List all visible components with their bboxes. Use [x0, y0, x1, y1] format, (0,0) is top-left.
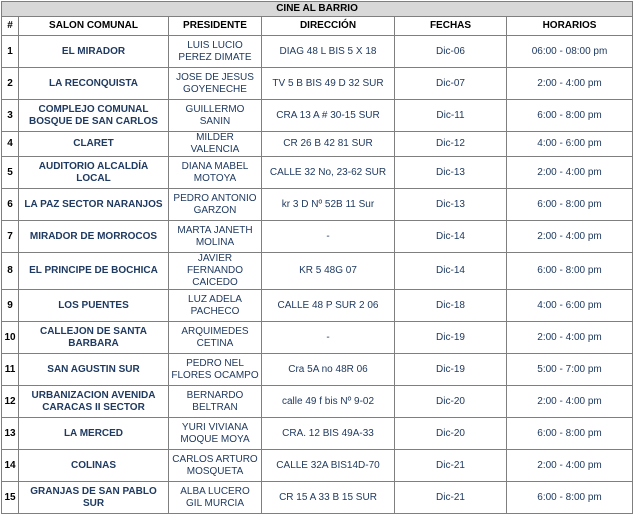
cell-num: 2	[2, 68, 19, 100]
cell-salon: EL MIRADOR	[19, 36, 169, 68]
cell-direccion: CRA. 12 BIS 49A-33	[262, 418, 395, 450]
cell-direccion: CR 15 A 33 B 15 SUR	[262, 482, 395, 514]
cell-fecha: Dic-21	[395, 450, 507, 482]
cell-presidente: BERNARDO BELTRAN	[169, 386, 262, 418]
cell-salon: COMPLEJO COMUNAL BOSQUE DE SAN CARLOS	[19, 100, 169, 132]
table-row	[2, 68, 633, 100]
cell-direccion: KR 5 48G 07	[262, 253, 395, 290]
cell-num: 1	[2, 36, 19, 68]
cell-presidente: YURI VIVIANA MOQUE MOYA	[169, 418, 262, 450]
header-presidente: PRESIDENTE	[169, 17, 262, 36]
cell-presidente: MARTA JANETH MOLINA	[169, 221, 262, 253]
cell-fecha: Dic-06	[395, 36, 507, 68]
cell-num: 9	[2, 290, 19, 322]
cell-presidente: PEDRO NEL FLORES OCAMPO	[169, 354, 262, 386]
cell-direccion: calle 49 f bis Nº 9-02	[262, 386, 395, 418]
cell-direccion: CALLE 48 P SUR 2 06	[262, 290, 395, 322]
table-row	[2, 157, 633, 189]
cell-salon: COLINAS	[19, 450, 169, 482]
header-num: #	[2, 17, 19, 36]
header-salon: SALON COMUNAL	[19, 17, 169, 36]
header-horarios: HORARIOS	[507, 17, 633, 36]
cell-presidente: LUIS LUCIO PEREZ DIMATE	[169, 36, 262, 68]
cell-presidente: LUZ ADELA PACHECO	[169, 290, 262, 322]
cell-num: 15	[2, 482, 19, 514]
cell-fecha: Dic-14	[395, 253, 507, 290]
cell-presidente: GUILLERMO SANIN	[169, 100, 262, 132]
cell-direccion: CRA 13 A # 30-15 SUR	[262, 100, 395, 132]
table-row	[2, 386, 633, 418]
table-row	[2, 100, 633, 132]
cell-presidente: MILDER VALENCIA	[169, 132, 262, 157]
cell-direccion: CALLE 32A BIS14D-70	[262, 450, 395, 482]
cell-horario: 2:00 - 4:00 pm	[507, 221, 633, 253]
table-row	[2, 253, 633, 290]
cell-direccion: -	[262, 221, 395, 253]
cell-horario: 2:00 - 4:00 pm	[507, 322, 633, 354]
cell-horario: 2:00 - 4:00 pm	[507, 157, 633, 189]
cell-num: 6	[2, 189, 19, 221]
cell-horario: 2:00 - 4:00 pm	[507, 450, 633, 482]
cell-num: 10	[2, 322, 19, 354]
header-fechas: FECHAS	[395, 17, 507, 36]
cell-fecha: Dic-20	[395, 418, 507, 450]
cell-num: 11	[2, 354, 19, 386]
cell-salon: LA MERCED	[19, 418, 169, 450]
cell-salon: CLARET	[19, 132, 169, 157]
cell-num: 7	[2, 221, 19, 253]
cell-horario: 4:00 - 6:00 pm	[507, 290, 633, 322]
cell-presidente: CARLOS ARTURO MOSQUETA	[169, 450, 262, 482]
cell-horario: 2:00 - 4:00 pm	[507, 386, 633, 418]
cell-direccion: kr 3 D Nº 52B 11 Sur	[262, 189, 395, 221]
cell-num: 4	[2, 132, 19, 157]
cell-presidente: DIANA MABEL MOTOYA	[169, 157, 262, 189]
cell-fecha: Dic-07	[395, 68, 507, 100]
table-row	[2, 189, 633, 221]
table-row	[2, 132, 633, 157]
cell-direccion: Cra 5A no 48R 06	[262, 354, 395, 386]
cell-presidente: JOSE DE JESUS GOYENECHE	[169, 68, 262, 100]
cell-salon: AUDITORIO ALCALDÍA LOCAL	[19, 157, 169, 189]
cell-fecha: Dic-13	[395, 157, 507, 189]
table-row	[2, 418, 633, 450]
cell-horario: 6:00 - 8:00 pm	[507, 253, 633, 290]
cell-fecha: Dic-13	[395, 189, 507, 221]
cell-num: 14	[2, 450, 19, 482]
cell-fecha: Dic-11	[395, 100, 507, 132]
cell-horario: 6:00 - 8:00 pm	[507, 482, 633, 514]
table-body	[2, 36, 633, 514]
cell-salon: SAN AGUSTIN SUR	[19, 354, 169, 386]
cell-salon: URBANIZACION AVENIDA CARACAS II SECTOR	[19, 386, 169, 418]
cell-horario: 06:00 - 08:00 pm	[507, 36, 633, 68]
schedule-table	[1, 1, 633, 514]
cell-fecha: Dic-20	[395, 386, 507, 418]
table-row	[2, 221, 633, 253]
cell-presidente: ARQUIMEDES CETINA	[169, 322, 262, 354]
cell-salon: LA PAZ SECTOR NARANJOS	[19, 189, 169, 221]
cell-num: 5	[2, 157, 19, 189]
cell-direccion: TV 5 B BIS 49 D 32 SUR	[262, 68, 395, 100]
table-row	[2, 450, 633, 482]
cell-presidente: ALBA LUCERO GIL MURCIA	[169, 482, 262, 514]
cell-fecha: Dic-21	[395, 482, 507, 514]
cell-horario: 5:00 - 7:00 pm	[507, 354, 633, 386]
cell-salon: LOS PUENTES	[19, 290, 169, 322]
cell-num: 12	[2, 386, 19, 418]
cell-presidente: JAVIER FERNANDO CAICEDO	[169, 253, 262, 290]
cell-horario: 4:00 - 6:00 pm	[507, 132, 633, 157]
cell-fecha: Dic-18	[395, 290, 507, 322]
cell-direccion: CR 26 B 42 81 SUR	[262, 132, 395, 157]
cell-salon: EL PRINCIPE DE BOCHICA	[19, 253, 169, 290]
cell-direccion: -	[262, 322, 395, 354]
cell-horario: 6:00 - 8:00 pm	[507, 189, 633, 221]
cell-salon: LA RECONQUISTA	[19, 68, 169, 100]
table-row	[2, 36, 633, 68]
header-direccion: DIRECCIÓN	[262, 17, 395, 36]
cell-num: 8	[2, 253, 19, 290]
cell-fecha: Dic-19	[395, 322, 507, 354]
cell-fecha: Dic-12	[395, 132, 507, 157]
cell-fecha: Dic-14	[395, 221, 507, 253]
cell-num: 3	[2, 100, 19, 132]
cell-salon: GRANJAS DE SAN PABLO SUR	[19, 482, 169, 514]
cell-salon: CALLEJON DE SANTA BARBARA	[19, 322, 169, 354]
table-title: CINE AL BARRIO	[2, 2, 633, 17]
cell-presidente: PEDRO ANTONIO GARZON	[169, 189, 262, 221]
cell-horario: 6:00 - 8:00 pm	[507, 418, 633, 450]
cell-direccion: CALLE 32 No, 23-62 SUR	[262, 157, 395, 189]
cell-salon: MIRADOR DE MORROCOS	[19, 221, 169, 253]
table-row	[2, 322, 633, 354]
cell-num: 13	[2, 418, 19, 450]
cell-horario: 6:00 - 8:00 pm	[507, 100, 633, 132]
cell-direccion: DIAG 48 L BIS 5 X 18	[262, 36, 395, 68]
table-row	[2, 290, 633, 322]
cell-fecha: Dic-19	[395, 354, 507, 386]
cell-horario: 2:00 - 4:00 pm	[507, 68, 633, 100]
table-row	[2, 354, 633, 386]
